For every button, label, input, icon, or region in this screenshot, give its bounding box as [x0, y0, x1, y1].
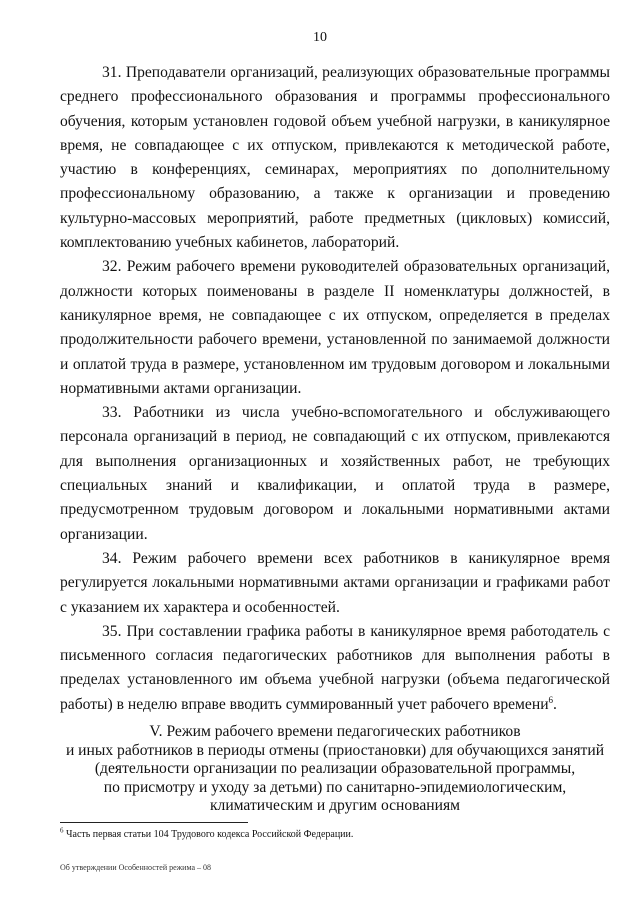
paragraph-35-text: 35. При составлении графика работы в каникулярное время работодатель с письменного согласия педагогических работников для выполнения работы в пределах установленного им объема учебной нагрузки (объема педагогической работы) в неделю вправе вводить суммированный учет рабочего времени — [60, 622, 610, 713]
footnote — [60, 828, 610, 842]
section-heading-line: (деятельности организации по реализации образовательной программы, — [94, 760, 576, 777]
paragraph-35: 35. При составлении графика работы в каникулярное время работодатель с письменного согласия педагогических работников для выполнения работы в пределах установленного им объема учебной нагрузки (объема педагогической работы) в неделю вправе вводить суммированный учет рабочего времени$^6$. — [60, 622, 610, 713]
document-footer: Об утверждении Особенностей режима – 08 — [60, 863, 212, 872]
section-heading-line: V. Режим рабочего времени педагогических работников — [149, 723, 521, 740]
footnote-divider — [60, 822, 248, 823]
paragraph-31: 31. Преподаватели организаций, реализующих образовательные программы среднего профессионального образования и программы профессионального обучения, которым установлен годовой объем учебной нагрузки, в каникулярное время, не совпадающее с их отпуском, привлекаются к методической работе, участию в конференциях, семинарах, мероприятиях по дополнительному профессиональному образованию, а также к организации и проведению культурно-массовых мероприятий, работе предметных (цикловых) комиссий, комплектованию учебных кабинетов, лабораторий. — [60, 64, 610, 252]
section-heading-line: климатическим и другим основаниям — [209, 797, 461, 814]
paragraph-34: 34. Режим рабочего времени всех работников в каникулярное время регулируется локальными нормативными актами организации и графиками работ с указанием их характера и особенностей. — [60, 549, 610, 616]
paragraph-32: 32. Режим рабочего времени руководителей образовательных организаций, должности которых поименованы в разделе II номенклатуры должностей, в каникулярное время, не совпадающее с их отпуском, определяется в пределах продолжительности рабочего времени, установленной по занимаемой должности и оплатой труда в размере, установленном им трудовым договором и локальными нормативными актами организации. — [60, 258, 610, 397]
section-heading-line: по присмотру и уходу за детьми) по санитарно-эпидемиологическим, — [103, 778, 567, 796]
paragraph-33: 33. Работники из числа учебно-вспомогательного и обслуживающего персонала организаций в период, не совпадающий с их отпуском, привлекаются для выполнения организационных и хозяйственных работ, не требующих специальных знаний и квалификации, и оплатой труда в размере, предусмотренном трудовым договором и локальными нормативными актами организации. — [60, 404, 610, 543]
footnote-text: Часть первая статьи 104 Трудового кодекса Российской Федерации. — [63, 829, 354, 840]
section-heading — [60, 723, 610, 816]
footnote-marker: 6 — [60, 826, 64, 835]
page-number: 10 — [313, 30, 327, 45]
body-text — [60, 61, 610, 717]
footnote-reference[interactable]: 6 — [548, 694, 554, 705]
section-heading-line: и иных работников в периоды отмены (приостановки) для обучающихся занятий — [65, 741, 605, 759]
